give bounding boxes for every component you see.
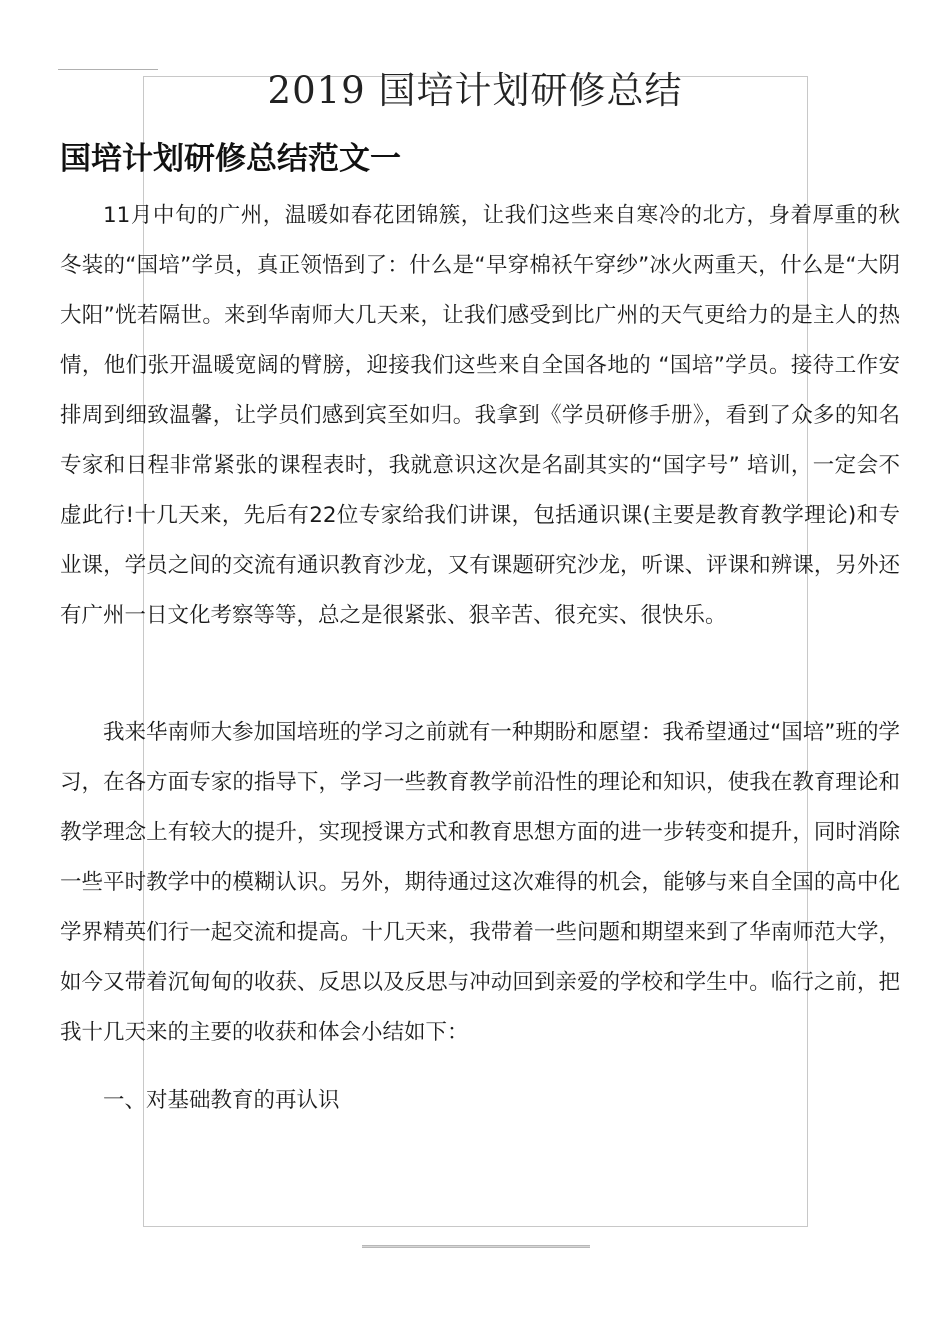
footer-rule bbox=[362, 1245, 590, 1248]
section-heading: 国培计划研修总结范文一 bbox=[60, 141, 401, 177]
body-paragraph-2: 我来华南师大参加国培班的学习之前就有一种期盼和愿望：我希望通过“国培”班的学习，在各方面专家的指导下，学习一些教育教学前沿性的理论和知识，使我在教育理论和教学理念上有较大的提升，实现授课方式和教育思想方面的进一步转变和提升，同时消除一些平时教学中的模糊认识。另外，期待通过这次难得的机会，能够与来自全国的高中化学界精英们行一起交流和提高。十几天来，我带着一些问题和期望来到了华南师范大学，如今又带着沉甸甸的收获、反思以及反思与冲动回到亲爱的学校和学生中。临行之前，把我十几天来的主要的收获和体会小结如下： bbox=[60, 720, 900, 1045]
page-frame-bottom bbox=[143, 1226, 808, 1227]
subsection-heading: 一、对基础教育的再认识 bbox=[103, 1088, 340, 1113]
document-title: 2019 国培计划研修总结 bbox=[267, 69, 683, 112]
body-paragraph-1: 11月中旬的广州，温暖如春花团锦簇，让我们这些来自寒冷的北方，身着厚重的秋冬装的“国培”学员，真正领悟到了：什么是“早穿棉袄午穿纱”冰火两重天，什么是“大阴大阳”恍若隔世。来到华南师大几天来，让我们感受到比广州的天气更给力的是主人的热情，他们张开温暖宽阔的臂膀，迎接我们这些来自全国各地的 “国培”学员。接待工作安排周到细致温馨，让学员们感到宾至如归。我拿到《学员研修手册》，看到了众多的知名专家和日程非常紧张的课程表时，我就意识这次是名副其实的“国字号” 培训，一定会不虚此行!十几天来，先后有22位专家给我们讲课，包括通识课(主要是教育教学理论)和专业课，学员之间的交流有通识教育沙龙，又有课题研究沙龙，听课、评课和辨课，另外还有广州一日文化考察等等，总之是很紧张、狠辛苦、很充实、很快乐。 bbox=[60, 203, 900, 628]
